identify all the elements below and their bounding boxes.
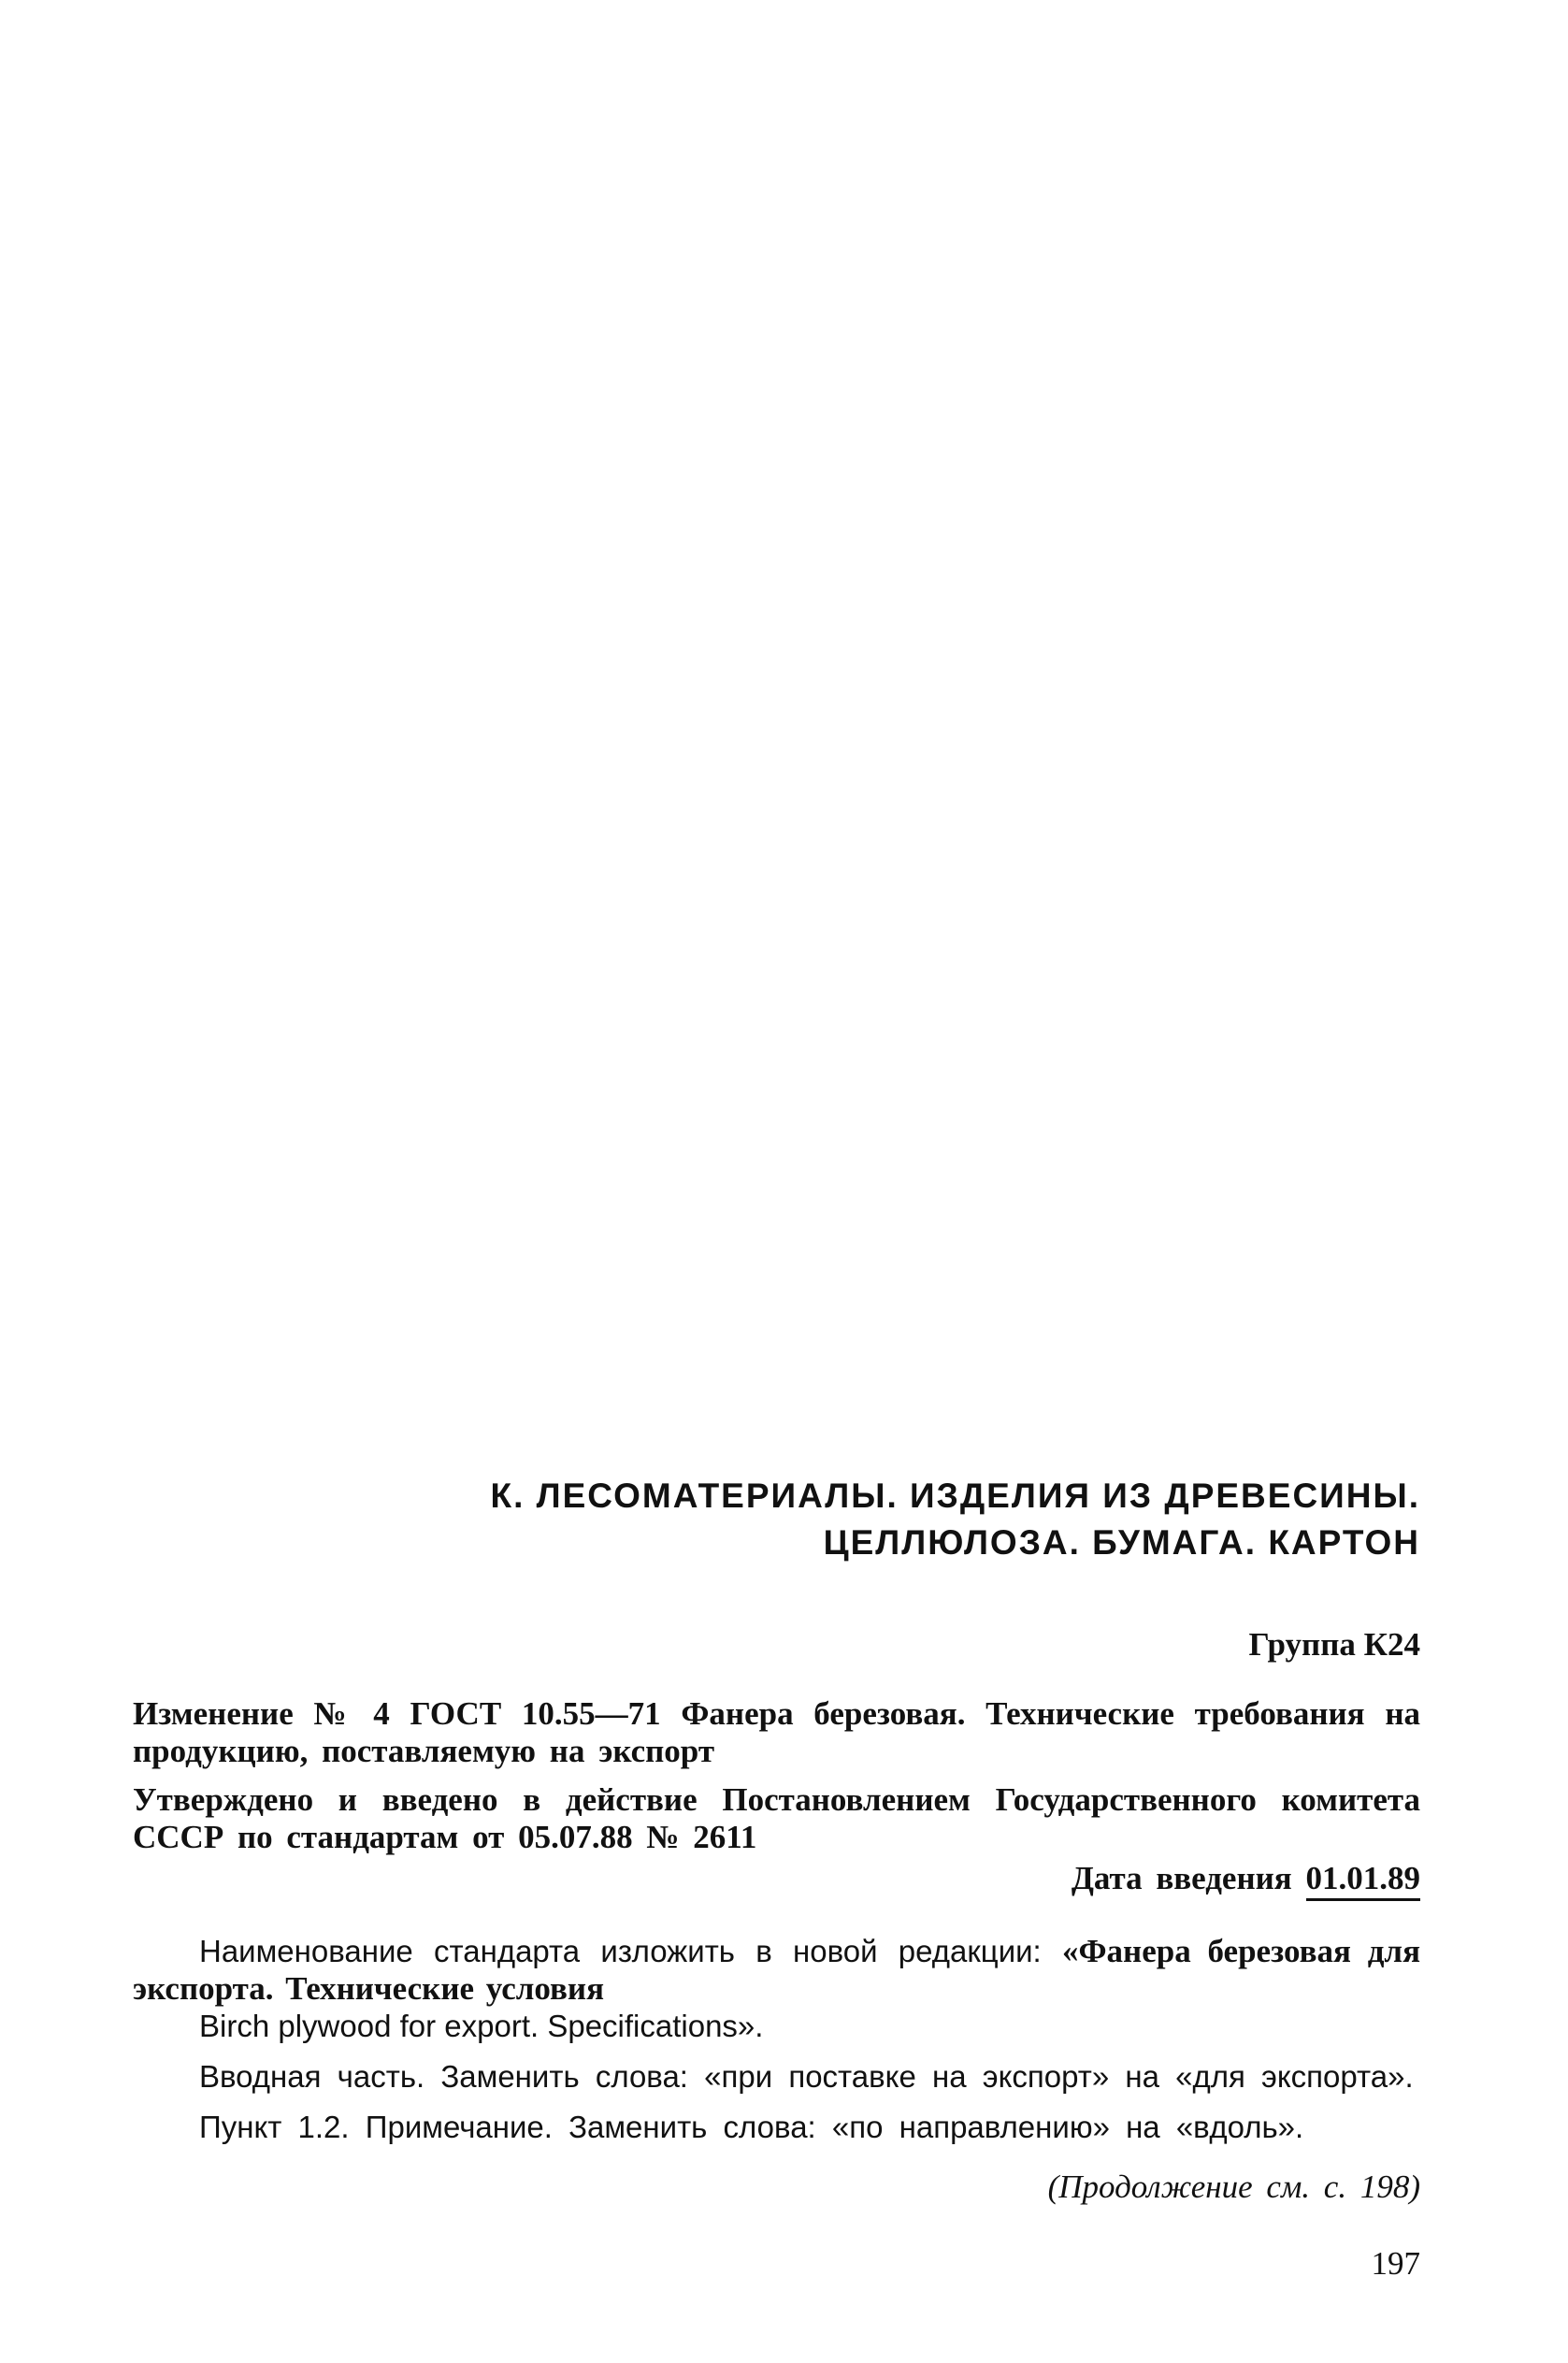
paragraph-title-change-text: Наименование стандарта изложить в новой редакции: [199, 1934, 1062, 1968]
paragraph-title-change [133, 1933, 1420, 2008]
page-content [133, 1473, 1420, 2284]
group-label: Группа К24 [1248, 1626, 1420, 1663]
effective-date-value: 01.01.89 [1306, 1861, 1421, 1901]
effective-date-label: Дата введения [1071, 1860, 1292, 1896]
effective-date [133, 1858, 1420, 1901]
section-heading-line-2: ЦЕЛЛЮЛОЗА. БУМАГА. КАРТОН [823, 1523, 1420, 1562]
page-number: 197 [1371, 2245, 1420, 2282]
amendment-title: Изменение № 4 ГОСТ 10.55—71 Фанера березовая. Технические требования на продукцию, поставляемую на экспорт [133, 1695, 1420, 1769]
approval-statement: Утверждено и введено в действие Постановлением Государственного комитета СССР по стандартам от 05.07.88 № 2611 [133, 1781, 1420, 1855]
paragraph-clause-1-2-change: Пункт 1.2. Примечание. Заменить слова: «по направлению» на «вдоль». [199, 2110, 1304, 2144]
section-heading-line-1: К. ЛЕСОМАТЕРИАЛЫ. ИЗДЕЛИЯ ИЗ ДРЕВЕСИНЫ. [490, 1477, 1420, 1515]
section-heading [133, 1473, 1420, 1566]
new-title-russian: «Фанера березовая для экспорта. Технические условия [133, 1933, 1421, 2007]
paragraph-introduction-change: Вводная часть. Заменить слова: «при поставке на экспорт» на «для экспорта». [199, 2059, 1414, 2094]
new-title-english: Birch plywood for export. Specifications». [199, 2009, 764, 2043]
continued-note: (Продолжение см. с. 198) [1047, 2168, 1420, 2205]
